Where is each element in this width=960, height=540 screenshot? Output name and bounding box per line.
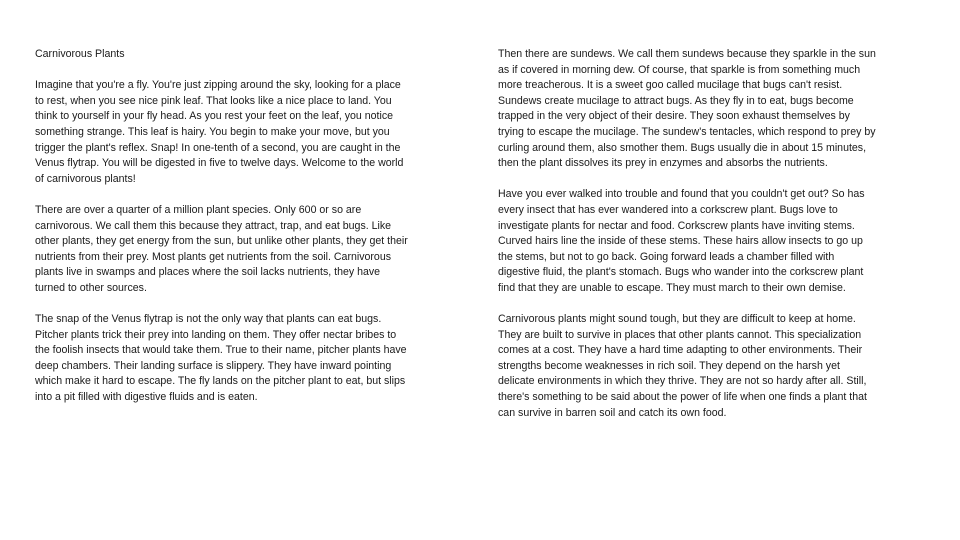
paragraph-conclusion: Carnivorous plants might sound tough, but they are difficult to keep at home. They are built to survive in places that other plants cannot. This specialization comes at a cost. They have a hard time adapting to other environments. Their strengths become weaknesses in rich soil. They depend on the harsh yet delicate environments in which they thrive. They are not so hardy after all. Still, there's something to be said about the power of life when one finds a plant that can survive in barren soil and catch its own food. <box>498 313 867 419</box>
document-title: Carnivorous Plants <box>35 48 125 60</box>
paragraph-corkscrew-plant: Have you ever walked into trouble and found that you couldn't get out? So has every insect that has ever wandered into a corkscrew plant. Bugs love to investigate plants for nectar and food. Corkscrew plants have inviting stems. Curved hairs line the inside of these stems. These hairs allow insects to go up the stems, but not to go back. Going forward leads a chamber filled with digestive fluid, the plant's stomach. Bugs who wander into the corkscrew plant find that they are unable to escape. They must march to their own demise. <box>498 188 865 294</box>
left-column <box>35 47 410 421</box>
paragraph-fly-intro: Imagine that you're a fly. You're just zipping around the sky, looking for a place to rest, when you see nice pink leaf. That looks like a nice place to land. You think to yourself in your fly head. As you rest your feet on the leaf, you notice something strange. This leaf is hairy. You begin to make your move, but you trigger the plant's reflex. Snap! In one-tenth of a second, you are caught in the Venus flytrap. You will be digested in five to twelve days. Welcome to the world of carnivorous plants! <box>35 79 404 185</box>
right-column <box>498 47 878 437</box>
paragraph-sundews: Then there are sundews. We call them sundews because they sparkle in the sun as if covered in morning dew. Of course, that sparkle is from something much more treacherous. It is a sweet goo called mucilage that bugs can't resist. Sundews create mucilage to attract bugs. As they fly in to eat, bugs become trapped in the very object of their desire. They soon exhaust themselves by trying to escape the mucilage. The sundew's tentacles, which respond to prey by curling around them, also smother them. Bugs usually die in about 15 minutes, then the plant dissolves its prey in enzymes and absorbs the nutrients. <box>498 48 876 170</box>
paragraph-plant-species: There are over a quarter of a million plant species. Only 600 or so are carnivorous. We call them this because they attract, trap, and eat bugs. Like other plants, they get energy from the sun, but unlike other plants, they get their nutrients from their prey. Most plants get nutrients from the soil. Carnivorous plants live in swamps and places where the soil lacks nutrients, they have turned to other sources. <box>35 203 408 294</box>
paragraph-pitcher-plants: The snap of the Venus flytrap is not the only way that plants can eat bugs. Pitcher plants trick their prey into landing on them. They offer nectar bribes to the foolish insects that would take them. True to their name, pitcher plants have deep chambers. Their landing surface is slippery. They have inward pointing which make it hard to escape. The fly lands on the pitcher plant to eat, but slips into a pit filled with digestive fluids and is eaten. <box>35 313 407 404</box>
